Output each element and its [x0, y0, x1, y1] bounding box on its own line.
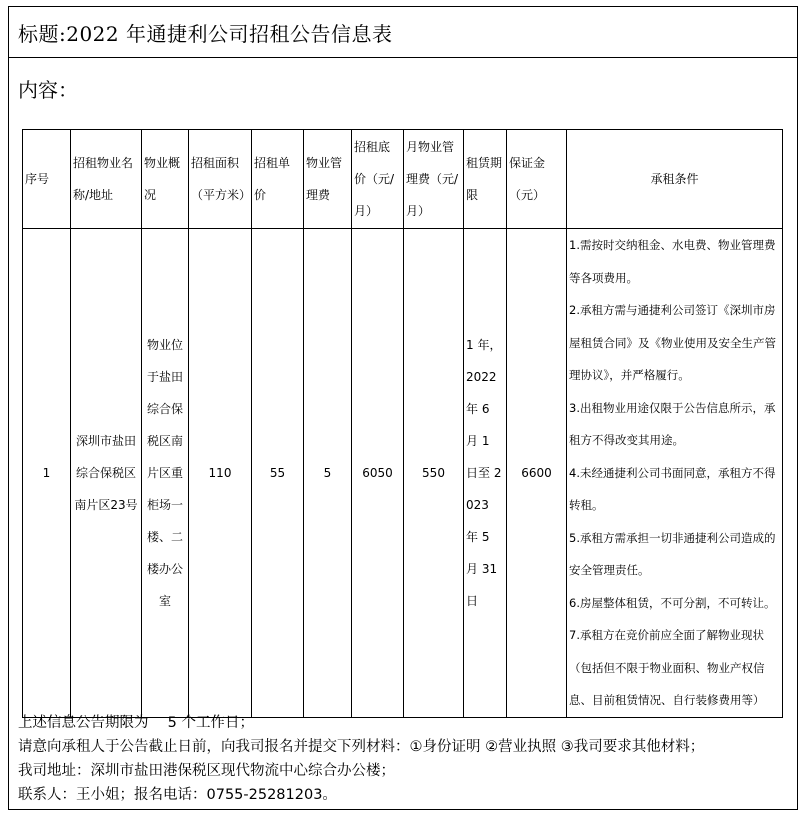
header-index: 序号: [23, 130, 71, 229]
header-base-rent: 招租底价（元/月）: [352, 130, 404, 229]
condition-item: 7.承租方在竞价前应全面了解物业现状（包括但不限于物业面积、物业产权信息、目前租赁情况、自行装修费用等）: [569, 628, 765, 707]
footer-notes: [18, 711, 704, 807]
header-overview: 物业概况: [142, 130, 189, 229]
cell-overview: 物业位于盐田综合保税区南片区重柜场一楼、二楼办公室: [142, 229, 189, 718]
header-mgmt-fee: 物业管理费: [304, 130, 352, 229]
table-row: [23, 229, 783, 718]
header-lease-term: 租赁期限: [464, 130, 507, 229]
header-area: 招租面积（平方米）: [189, 130, 252, 229]
required-materials: 请意向承租人于公告截止日前，向我司报名并提交下列材料：①身份证明 ②营业执照 ③我司要求其他材料；: [18, 739, 705, 755]
cell-unit-price: 55: [252, 229, 304, 718]
condition-item: 1.需按时交纳租金、水电费、物业管理费等各项费用。: [569, 238, 776, 285]
header-monthly-mgmt-fee: 月物业管理费（元/月）: [404, 130, 464, 229]
condition-item: 2.承租方需与通捷利公司签订《深圳市房屋租赁合同》及《物业使用及安全生产管理协议》，并严格履行。: [569, 303, 776, 382]
content-label: 内容：: [18, 78, 78, 102]
header-deposit: 保证金（元）: [507, 130, 567, 229]
header-name-address: 招租物业名称/地址: [71, 130, 142, 229]
header-conditions: 承租条件: [567, 130, 783, 229]
notice-document: [8, 6, 798, 810]
condition-item: 4.未经通捷利公司书面同意，承租方不得转租。: [569, 465, 776, 512]
notice-period: 上述信息公告期限为 5 个工作日；: [18, 715, 254, 731]
company-address: 我司地址：深圳市盐田港保税区现代物流中心综合办公楼；: [18, 763, 395, 779]
cell-lease-term: 1 年，2022 年 6 月 1 日至 2023 年 5 月 31 日: [464, 229, 507, 718]
cell-name-address: 深圳市盐田综合保税区南片区23号: [71, 229, 142, 718]
cell-monthly-mgmt-fee: 550: [404, 229, 464, 718]
table-header-row: [23, 130, 783, 229]
title-row: [9, 7, 797, 58]
cell-index: 1: [23, 229, 71, 718]
condition-item: 3.出租物业用途仅限于公告信息所示，承租方不得改变其用途。: [569, 400, 776, 447]
header-unit-price: 招租单价: [252, 130, 304, 229]
cell-conditions: [567, 229, 783, 718]
condition-item: 5.承租方需承担一切非通捷利公司造成的安全管理责任。: [569, 530, 776, 577]
contact-info: 联系人：王小姐；报名电话：0755-25281203。: [18, 787, 337, 803]
condition-item: 6.房屋整体租赁，不可分割，不可转让。: [569, 595, 776, 610]
cell-deposit: 6600: [507, 229, 567, 718]
cell-mgmt-fee: 5: [304, 229, 352, 718]
cell-area: 110: [189, 229, 252, 718]
cell-base-rent: 6050: [352, 229, 404, 718]
rental-notice-table: [22, 129, 783, 718]
document-title: 标题:2022 年通捷利公司招租公告信息表: [18, 22, 393, 46]
